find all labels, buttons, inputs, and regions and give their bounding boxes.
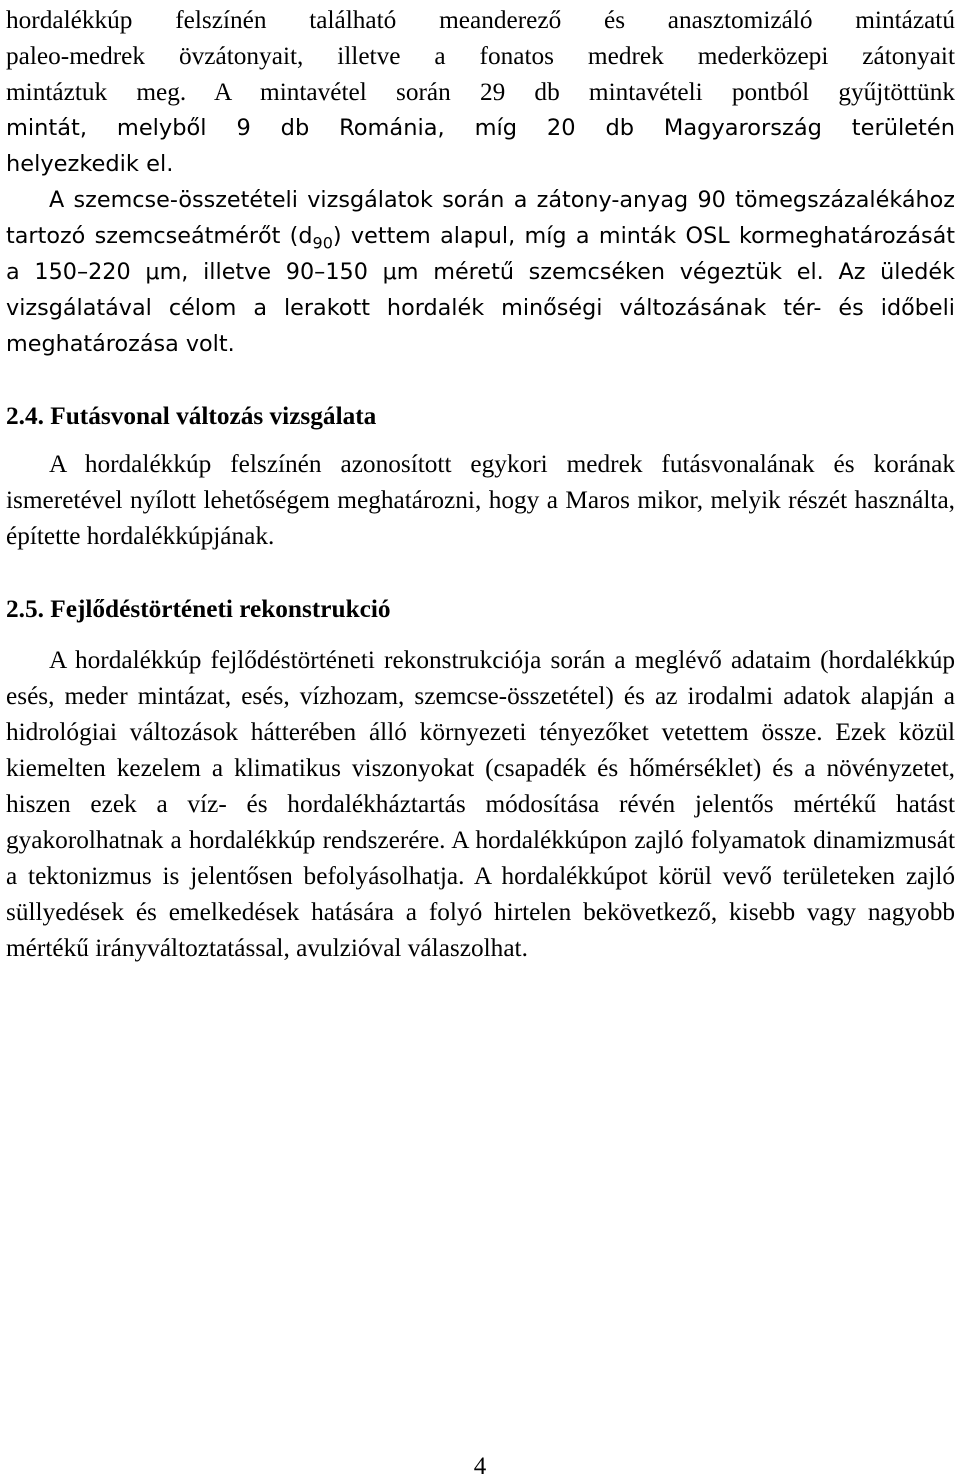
paragraph-grain-analysis <box>6 182 955 362</box>
paragraph-text: ) vettem alapul, míg a minták OSL kormeghatározását a 150–220 μm, illetve 90–150 μm méretű szemcséken végeztük el. Az üledék vizsgálatával célom a lerakott hordalék minőségi változásának tér- és időbeli meghatározása volt. <box>6 223 956 357</box>
paragraph-text: A szemcse-összetételi vizsgálatok során a zátony-anyag 90 tömegszázalékához tartozó szemcseátmérőt (d <box>6 187 955 249</box>
page-number: 4 <box>473 1453 487 1480</box>
text-line: paleo-medrek övzátonyait, illetve a fonatos medrek mederközepi zátonyait <box>6 42 955 70</box>
subscript-90: 90 <box>312 233 333 253</box>
paragraph-2-4: A hordalékkúp felszínén azonosított egykori medrek futásvonalának és korának ismeretével nyílott lehetőségem meghatározni, hogy a Maros mikor, melyik részét használta, építette hordalékkúpjának. <box>6 450 955 550</box>
paragraph-2-5: A hordalékkúp fejlődéstörténeti rekonstrukciója során a meglévő adataim (hordalékkúp esés, meder mintázat, esés, vízhozam, szemcse-összetétel) és az irodalmi adatok alapján a hidrológiai változások hátterében álló környezeti tényezőket vetettem össze. Ezek közül kiemelten kezelem a klimatikus viszonyokat (csapadék és hőmérséklet) és a növényzetet, hiszen ezek a víz- és hordalékháztartás módosítása révén jelentős mértékű hatást gyakorolhatnak a hordalékkúp rendszerére. A hordalékkúpon zajló folyamatok dinamizmusát a tektonizmus is jelentősen befolyásolhatja. A hordalékkúpot körül vevő területeken zajló süllyedések és emelkedések hatására a folyó hirtelen bekövetkező, kisebb vagy nagyobb mértékű irányváltoztatással, avulzióval válaszolhat. <box>6 646 955 962</box>
section-heading-2-4: 2.4. Futásvonal változás vizsgálata <box>6 402 377 430</box>
text-line: mintáztuk meg. A mintavétel során 29 db mintavételi pontból gyűjtöttünk <box>6 78 955 106</box>
section-heading-2-5: 2.5. Fejlődéstörténeti rekonstrukció <box>6 595 391 623</box>
text-line: hordalékkúp felszínén található meanderező és anasztomizáló mintázatú <box>6 6 955 34</box>
text-line: mintát, melyből 9 db Románia, míg 20 db Magyarország területén <box>6 115 955 141</box>
text-line: helyezkedik el. <box>6 151 174 177</box>
